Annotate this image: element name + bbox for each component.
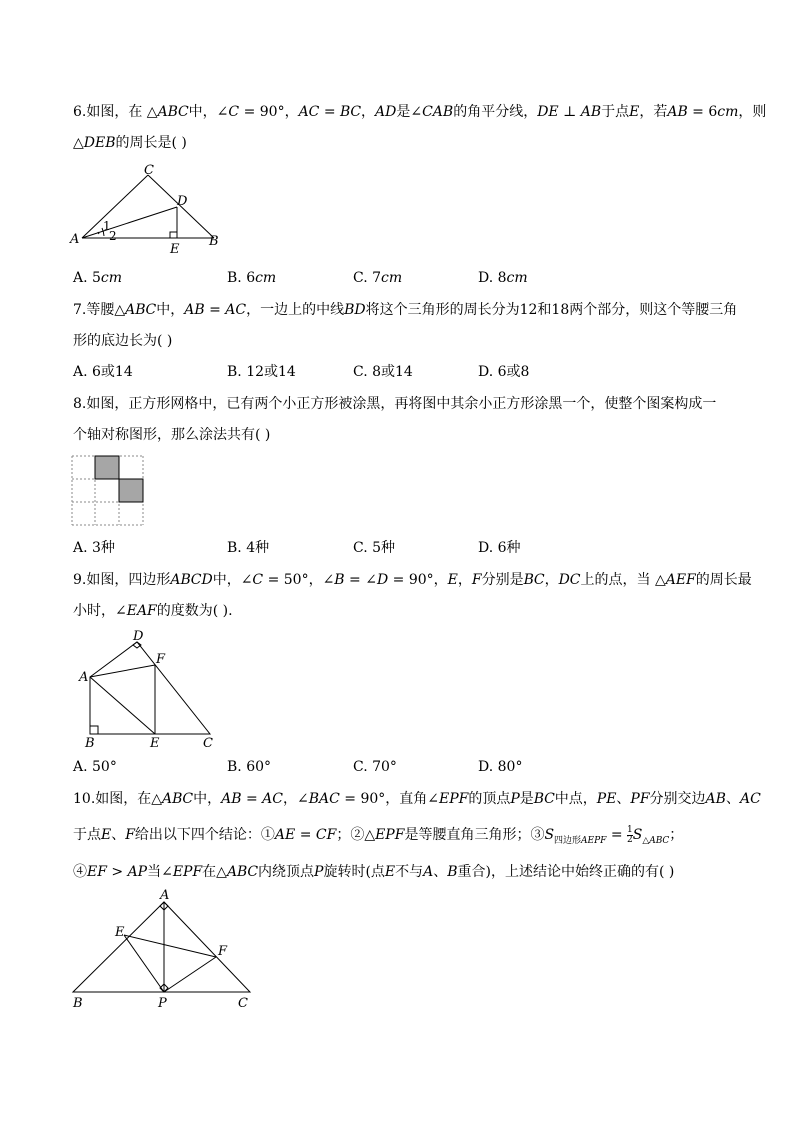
- q7-option-a[interactable]: A. 6或14: [73, 364, 133, 380]
- q6-label-D: D: [177, 194, 188, 209]
- q7-stem-line2: 形的底边长为( ): [73, 333, 173, 349]
- q9-label-F: F: [156, 652, 166, 667]
- q9-option-c[interactable]: C. 70°: [353, 759, 397, 775]
- q6-label-A: A: [70, 232, 80, 247]
- q10-stem-line2: [73, 825, 683, 851]
- q10-area-s: 𝑆: [632, 827, 643, 843]
- q10-area-sub-triangle: △𝐴𝐵𝐶: [642, 835, 670, 846]
- q10-label-F: F: [218, 944, 228, 959]
- q8-grid-figure: [71, 455, 145, 527]
- q10-equals: =: [606, 827, 628, 843]
- q8-shaded-square-2: [119, 479, 143, 502]
- q9-stem-line2: 小时，∠𝐸𝐴𝐹的度数为( ).: [73, 603, 233, 619]
- q9-quadrilateral-ABCD: [90, 642, 210, 734]
- q6-stem-line2: △𝐷𝐸𝐵的周长是( ): [73, 135, 187, 151]
- q10-label-C: C: [238, 996, 248, 1011]
- q7-stem-line1: 7.等腰△𝐴𝐵𝐶中，𝐴𝐵 = 𝐴𝐶，一边上的中线𝐵𝐷将这个三角形的周长分为12和18两个部分，则这个等腰三角: [73, 302, 738, 318]
- q10-area-sub-quad: 四边形𝐴𝐸𝑃𝐹: [554, 835, 607, 846]
- q7-option-b[interactable]: B. 12或14: [227, 364, 296, 380]
- q10-label-P: P: [158, 996, 167, 1011]
- q10-label-A: A: [160, 888, 170, 903]
- q6-label-angle1: 1: [103, 219, 111, 233]
- q6-option-d[interactable]: D. 8𝑐𝑚: [478, 270, 528, 286]
- q8-stem-line2: 个轴对称图形，那么涂法共有( ): [73, 427, 271, 443]
- q9-option-d[interactable]: D. 80°: [478, 759, 523, 775]
- q9-label-D: D: [133, 629, 144, 644]
- q10-stem-line1: 10.如图，在△𝐴𝐵𝐶中，𝐴𝐵 = 𝐴𝐶，∠𝐵𝐴𝐶 = 90°，直角∠𝐸𝑃𝐹的顶点𝑃是𝐵𝐶中点，𝑃𝐸、𝑃𝐹分别交边𝐴𝐵、𝐴𝐶: [73, 791, 761, 807]
- q6-stem-line1: 6.如图，在 △𝐴𝐵𝐶中，∠𝐶 = 90°，𝐴𝐶 = 𝐵𝐶，𝐴𝐷是∠𝐶𝐴𝐵的角平分线，𝐷𝐸 ⊥ 𝐴𝐵于点𝐸，若𝐴𝐵 = 6𝑐𝑚，则: [73, 104, 767, 120]
- q10-segment-PF: [164, 957, 216, 992]
- q10-label-B: B: [73, 996, 83, 1011]
- q10-line2-end: ；: [669, 827, 684, 843]
- q9-stem-line1: 9.如图，四边形𝐴𝐵𝐶𝐷中，∠𝐶 = 50°，∠𝐵 = ∠𝐷 = 90°，𝐸，𝐹分别是𝐵𝐶，𝐷𝐶上的点，当 △𝐴𝐸𝐹的周长最: [73, 572, 752, 588]
- q9-segment-AE: [90, 677, 155, 734]
- q9-label-E: E: [150, 736, 160, 750]
- q10-stem-line3: ④𝐸𝐹 > 𝐴𝑃当∠𝐸𝑃𝐹在△𝐴𝐵𝐶内绕顶点𝑃旋转时(点𝐸不与𝐴、𝐵重合)，上述结论中始终正确的有( ): [73, 864, 675, 880]
- q8-option-b[interactable]: B. 4种: [227, 540, 270, 556]
- q7-option-d[interactable]: D. 6或8: [478, 364, 530, 380]
- q6-option-b[interactable]: B. 6𝑐𝑚: [227, 270, 277, 286]
- q10-label-E: E: [115, 925, 125, 940]
- q6-label-E: E: [170, 242, 180, 257]
- q6-right-angle-mark: [170, 232, 177, 238]
- q8-option-c[interactable]: C. 5种: [353, 540, 396, 556]
- q8-option-d[interactable]: D. 6种: [478, 540, 521, 556]
- q9-label-A: A: [79, 670, 89, 685]
- q6-option-c[interactable]: C. 7𝑐𝑚: [353, 270, 403, 286]
- q9-segment-AF: [90, 665, 155, 677]
- q9-option-b[interactable]: B. 60°: [227, 759, 272, 775]
- q8-option-a[interactable]: A. 3种: [73, 540, 115, 556]
- q6-option-a[interactable]: A. 5𝑐𝑚: [73, 270, 123, 286]
- q6-figure: [68, 160, 228, 260]
- q6-label-C: C: [144, 163, 154, 178]
- q8-shaded-square-1: [95, 456, 119, 479]
- q10-line2-text: 于点𝐸、𝐹给出以下四个结论：①𝐴𝐸 = 𝐶𝐹；②△𝐸𝑃𝐹是等腰直角三角形；③𝑆: [73, 827, 555, 843]
- q10-segment-EF: [124, 935, 216, 957]
- q10-fraction-den: 2: [627, 834, 633, 845]
- q9-label-C: C: [203, 736, 213, 750]
- q10-figure: [68, 885, 258, 1013]
- q8-stem-line1: 8.如图，正方形网格中，已有两个小正方形被涂黑，再将图中其余小正方形涂黑一个，使整个图案构成一: [73, 396, 717, 412]
- q9-figure: [72, 628, 222, 750]
- q6-bisector-AD: [82, 207, 177, 238]
- q9-right-angle-B: [90, 726, 98, 734]
- q9-label-B: B: [85, 736, 95, 750]
- q6-label-angle2: 2: [109, 229, 117, 243]
- q9-option-a[interactable]: A. 50°: [73, 759, 117, 775]
- q7-option-c[interactable]: C. 8或14: [353, 364, 413, 380]
- q10-fraction-num: 1: [627, 824, 633, 835]
- q6-label-B: B: [209, 234, 219, 249]
